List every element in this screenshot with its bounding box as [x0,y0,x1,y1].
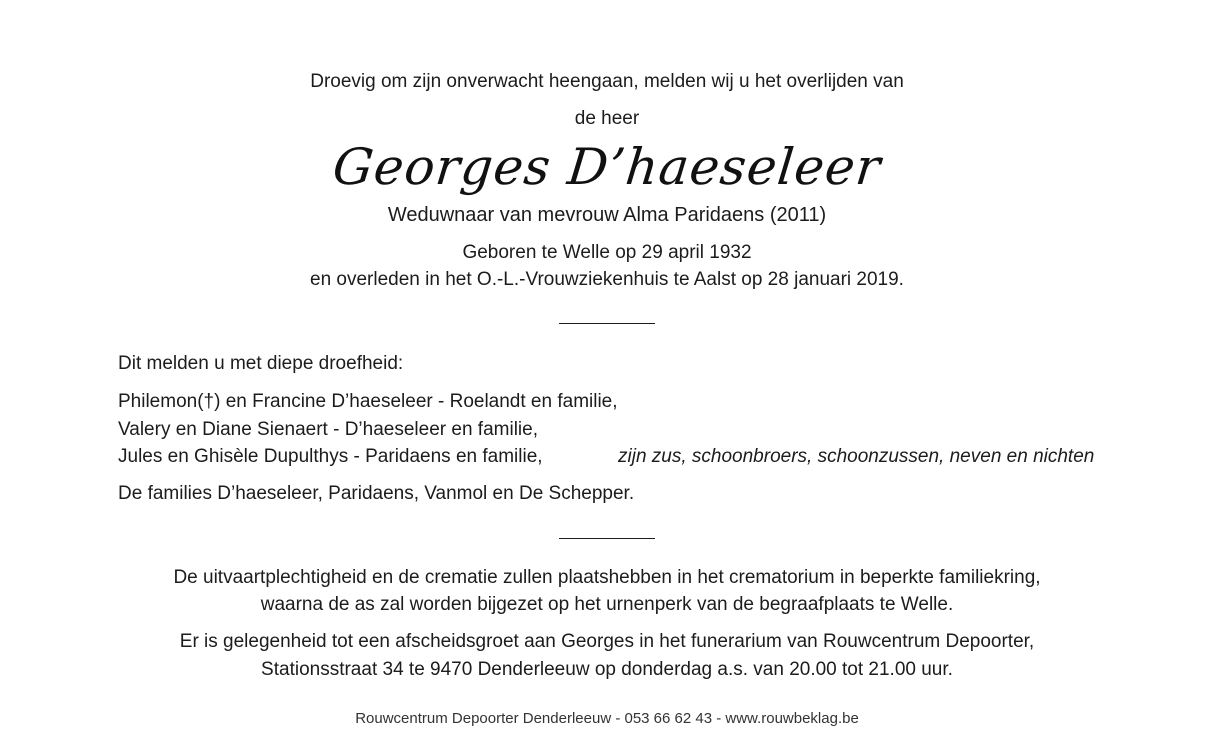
farewell-text: Stationsstraat 34 te 9470 Denderleeuw op donderdag a.s. van 20.00 tot 21.00 uur. [261,659,953,680]
salutation: de heer [574,108,640,129]
death-text: en overleden in het O.-L.-Vrouwziekenhuis te Aalst op 28 januari 2019. [310,269,904,290]
deceased-name: Georges D’haeseleer [330,138,884,196]
divider [559,538,655,539]
families-text: De families D’haeseleer, Paridaens, Vanmol en De Schepper. [118,483,635,504]
funeral-home-footer: Rouwcentrum Depoorter Denderleeuw - 053 66 62 43 - www.rouwbeklag.be [355,710,859,727]
family-member: Jules en Ghisèle Dupulthys - Paridaens en familie, [118,446,543,467]
family-member: Philemon(†) en Francine D’haeseleer - Roelandt en familie, [118,391,618,412]
birth-text: Geboren te Welle op 29 april 1932 [462,242,752,263]
divider [559,323,655,324]
farewell-text: Er is gelegenheid tot een afscheidsgroet aan Georges in het funerarium van Rouwcentrum Depoorter, [179,631,1035,652]
family-member: Valery en Diane Sienaert - D’haeseleer en familie, [118,419,538,440]
spouse-text: Weduwnaar van mevrouw Alma Paridaens (2011) [387,204,827,226]
family-intro: Dit melden u met diepe droefheid: [118,353,404,374]
intro-text: Droevig om zijn onverwacht heengaan, melden wij u het overlijden van [310,71,904,92]
relatives-text: zijn zus, schoonbroers, schoonzussen, neven en nichten [618,446,1095,467]
ceremony-text: De uitvaartplechtigheid en de crematie zullen plaatshebben in het crematorium in beperkte familiekring, [173,567,1041,588]
ceremony-text: waarna de as zal worden bijgezet op het urnenperk van de begraafplaats te Welle. [260,594,954,615]
